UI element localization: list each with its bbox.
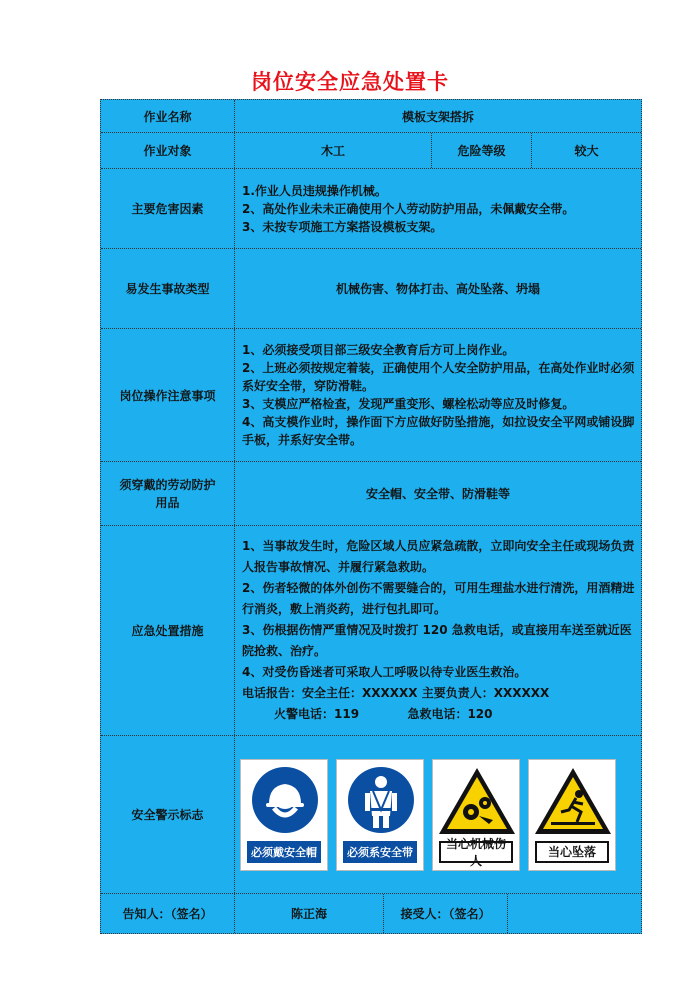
emergency-list	[235, 526, 641, 735]
sign-fall-warning	[528, 759, 616, 871]
precautions-label: 岗位操作注意事项	[101, 329, 235, 461]
ppe-row	[101, 462, 641, 526]
signature-row	[101, 894, 641, 933]
emergency-card	[100, 99, 642, 934]
emergency-row	[101, 526, 641, 736]
risk-level-value: 较大	[531, 133, 641, 168]
emergency-item: 1、当事故发生时，危险区域人员应紧急疏散，立即向安全主任或现场负责人报告事故情况、并履行紧急救助。	[242, 539, 635, 574]
precaution-item: 4、高支模作业时，操作面下方应做好防坠措施，如拉设安全平网或铺设脚手板，并系好安全带。	[242, 415, 635, 447]
hazards-row	[101, 169, 641, 249]
job-name-label: 作业名称	[101, 100, 235, 132]
hazards-list	[235, 169, 641, 248]
page-title: 岗位安全应急处置卡	[251, 70, 449, 94]
ppe-label: 须穿戴的劳动防护用品	[101, 462, 235, 525]
signs-row	[101, 736, 641, 894]
signs-group	[235, 736, 641, 893]
phone-report: 电话报告：安全主任：XXXXXX 主要负责人：XXXXXX	[242, 686, 550, 700]
ambulance-phone: 急救电话：120	[407, 707, 493, 721]
signs-label: 安全警示标志	[101, 736, 235, 893]
emergency-item: 4、对受伤昏迷者可采取人工呼吸以待专业医生救治。	[242, 665, 527, 679]
accident-types-value: 机械伤害、物体打击、高处坠落、坍塌	[335, 282, 540, 296]
job-name-value: 模板支架搭拆	[401, 109, 474, 124]
sign-machine-warning	[432, 759, 520, 871]
accident-types-label: 易发生事故类型	[101, 249, 235, 328]
precautions-row	[101, 329, 641, 462]
receiver-signature-field[interactable]	[507, 894, 641, 933]
emergency-item: 2、伤者轻微的体外创伤不需要缝合的，可用生理盐水进行清洗，用酒精进行消炎，敷上消炎药，进行包扎即可。	[242, 581, 635, 616]
precaution-item: 2、上班必须按规定着装，正确使用个人安全防护用品，在高处作业时必须系好安全带，穿防滑鞋。	[242, 361, 635, 393]
fire-phone: 火警电话：119	[274, 707, 360, 721]
hazard-item: 3、未按专项施工方案搭设模板支架。	[242, 219, 443, 234]
sign-caption: 必须戴安全帽	[247, 841, 321, 863]
ppe-value: 安全帽、安全带、防滑鞋等	[365, 487, 510, 501]
job-object-row	[101, 133, 641, 169]
risk-level-label: 危险等级	[431, 133, 531, 168]
sign-caption: 必须系安全带	[343, 841, 417, 863]
hazard-item: 1.作业人员违规操作机械。	[242, 183, 387, 198]
accident-types-row	[101, 249, 641, 329]
receiver-label: 接受人：（签名）	[383, 894, 507, 933]
sign-caption: 当心坠落	[535, 841, 609, 863]
sign-helmet	[240, 759, 328, 871]
sign-harness	[336, 759, 424, 871]
notifier-label: 告知人：（签名）	[101, 894, 235, 933]
hazards-label: 主要危害因素	[101, 169, 235, 248]
precautions-list	[235, 329, 641, 461]
notifier-value: 陈正海	[290, 907, 327, 921]
precaution-item: 3、支模应严格检查，发现严重变形、螺栓松动等应及时修复。	[242, 397, 575, 411]
job-name-row	[101, 100, 641, 133]
hotlines	[242, 704, 667, 725]
job-object-value: 木工	[320, 144, 345, 158]
emergency-label: 应急处置措施	[101, 526, 235, 735]
hazard-item: 2、高处作业未未正确使用个人劳动防护用品，未佩戴安全带。	[242, 201, 575, 216]
precaution-item: 1、必须接受项目部三级安全教育后方可上岗作业。	[242, 343, 515, 357]
emergency-item: 3、伤根据伤情严重情况及时拨打 120 急救电话，或直接用车送至就近医院抢救、治疗。	[242, 623, 632, 658]
job-object-label: 作业对象	[101, 133, 235, 168]
sign-caption: 当心机械伤人	[439, 841, 513, 863]
